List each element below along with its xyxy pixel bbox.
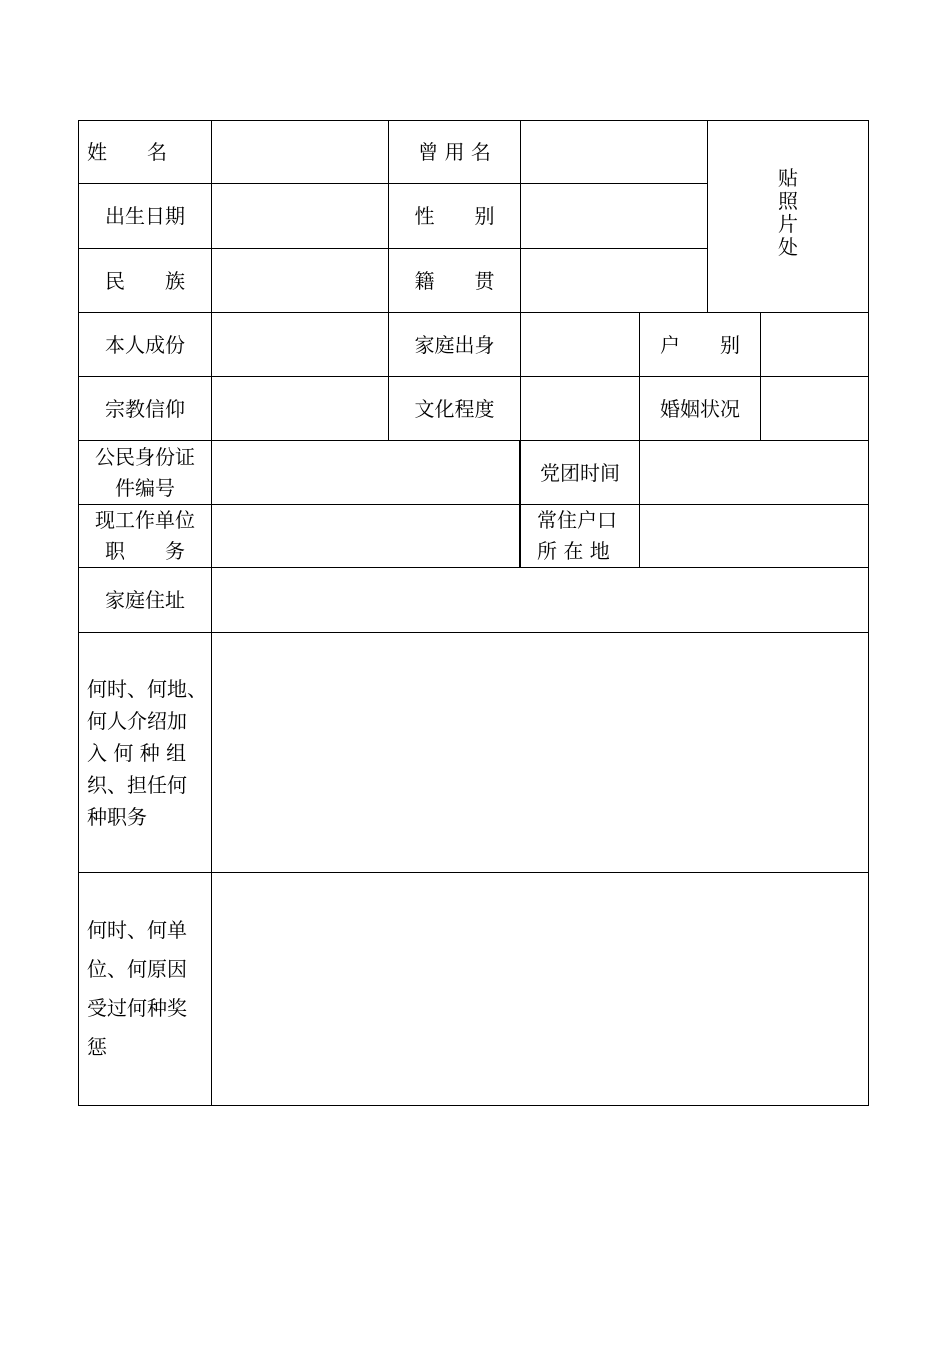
birth-date-label [78, 183, 212, 249]
party-time-label [520, 440, 640, 505]
former-name-label [388, 120, 521, 184]
education-field[interactable] [520, 376, 640, 441]
ethnicity-label-text: 民 族 [105, 268, 185, 293]
registration-form [78, 120, 869, 1106]
home-address-field[interactable] [211, 567, 869, 633]
work-unit-label-line-2: 职 务 [105, 539, 185, 563]
gender-label-text: 性 别 [414, 204, 495, 228]
id-number-label [78, 440, 212, 505]
rewards-field[interactable] [211, 872, 869, 1106]
religion-field[interactable] [211, 376, 389, 441]
organization-label-line-4: 织、担任何 [87, 772, 187, 797]
marital-status-label-text: 婚姻状况 [660, 396, 740, 421]
rewards-label-line-1: 何时、何单 [87, 918, 187, 942]
personal-status-field[interactable] [211, 312, 389, 377]
religion-label [78, 376, 212, 441]
personal-status-label-text: 本人成份 [105, 332, 185, 357]
birth-date-label-text: 出生日期 [105, 204, 185, 228]
party-time-label-text: 党团时间 [540, 460, 620, 485]
work-unit-label [78, 504, 212, 568]
household-type-label [639, 312, 761, 377]
household-type-label-text: 户 别 [660, 332, 740, 357]
education-label-text: 文化程度 [414, 396, 495, 421]
id-number-label-line-2: 件编号 [115, 475, 175, 500]
family-origin-field[interactable] [520, 312, 640, 377]
ethnicity-field[interactable] [211, 248, 389, 313]
work-unit-field[interactable] [211, 504, 520, 568]
gender-field[interactable] [520, 183, 708, 249]
family-origin-label-text: 家庭出身 [414, 332, 495, 357]
name-label [78, 120, 212, 184]
id-number-field[interactable] [211, 440, 520, 505]
home-address-label-text: 家庭住址 [105, 588, 185, 612]
home-address-label [78, 567, 212, 633]
organization-label [78, 632, 212, 873]
photo-label-char-2: 照 [778, 189, 798, 213]
ethnicity-label [78, 248, 212, 313]
family-origin-label [388, 312, 521, 377]
residence-label-line-1: 常住户口 [537, 508, 617, 532]
name-label-text: 姓 名 [87, 140, 167, 164]
photo-label-char-3: 片 [778, 212, 798, 236]
former-name-label-text: 曾 用 名 [418, 140, 491, 164]
gender-label [388, 183, 521, 249]
photo-area[interactable] [707, 120, 869, 313]
residence-label [520, 504, 640, 568]
organization-label-line-3: 入 何 种 组 [87, 740, 187, 765]
party-time-field[interactable] [639, 440, 869, 505]
education-label [388, 376, 521, 441]
name-field[interactable] [211, 120, 389, 184]
household-type-field[interactable] [760, 312, 869, 377]
photo-label-char-1: 贴 [778, 166, 798, 190]
organization-field[interactable] [211, 632, 869, 873]
organization-label-line-5: 种职务 [87, 804, 147, 829]
work-unit-label-line-1: 现工作单位 [95, 508, 195, 532]
id-number-label-line-1: 公民身份证 [95, 444, 195, 469]
former-name-field[interactable] [520, 120, 708, 184]
rewards-label-line-3: 受过何种奖 [87, 996, 187, 1020]
birth-date-field[interactable] [211, 183, 389, 249]
personal-status-label [78, 312, 212, 377]
rewards-label [78, 872, 212, 1106]
rewards-label-line-2: 位、何原因 [87, 957, 187, 981]
native-place-field[interactable] [520, 248, 708, 313]
religion-label-text: 宗教信仰 [105, 396, 185, 421]
marital-status-label [639, 376, 761, 441]
marital-status-field[interactable] [760, 376, 869, 441]
native-place-label-text: 籍 贯 [414, 268, 495, 293]
organization-label-line-1: 何时、何地、 [87, 676, 207, 701]
residence-label-line-2: 所 在 地 [537, 539, 610, 563]
organization-label-line-2: 何人介绍加 [87, 708, 187, 733]
photo-label-char-4: 处 [778, 235, 798, 259]
residence-field[interactable] [639, 504, 869, 568]
rewards-label-line-4: 惩 [87, 1035, 107, 1059]
native-place-label [388, 248, 521, 313]
